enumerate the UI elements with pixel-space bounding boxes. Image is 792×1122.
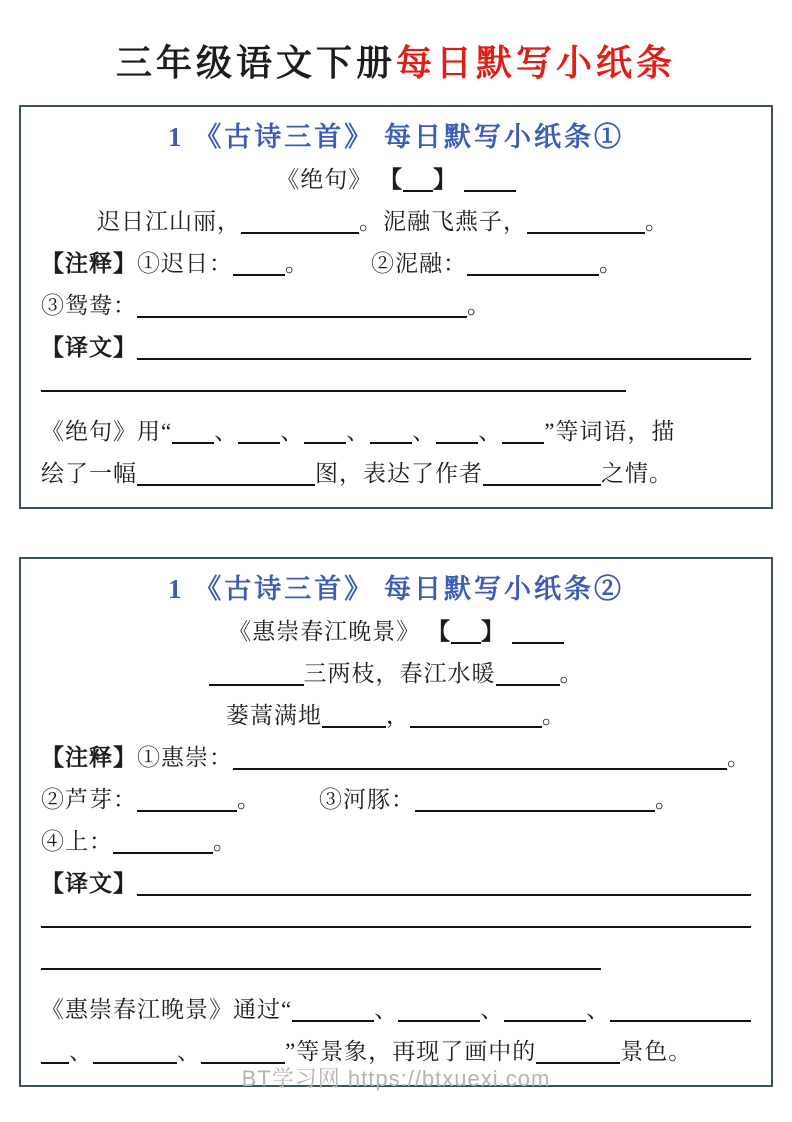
text-segment: ②泥融： <box>371 251 467 277</box>
text-segment: 【译文】 <box>41 871 137 897</box>
fill-in-blank <box>512 626 564 644</box>
text-segment: 。 <box>645 209 669 235</box>
card1-heading: 1 《古诗三首》 每日默写小纸条① <box>168 122 624 153</box>
text-segment: 蒌蒿满地 <box>226 703 322 729</box>
text-segment: 、 <box>346 419 371 445</box>
card2-translation-line-2 <box>41 905 751 947</box>
text-segment <box>457 159 464 201</box>
text-segment: ③鸳鸯： <box>41 293 137 319</box>
card2-notes-line-1 <box>41 737 751 779</box>
card2-poem-line-1 <box>41 653 751 695</box>
text-segment: 【译文】 <box>41 335 137 361</box>
fill-in-blank <box>415 794 655 812</box>
text-segment: 《绝句》用“ <box>41 419 173 445</box>
text-segment: ②芦芽： <box>41 787 137 813</box>
text-segment: 、 <box>412 419 437 445</box>
fill-in-blank <box>241 216 359 234</box>
text-segment: 、 <box>586 997 611 1023</box>
text-segment: 《惠崇春江晚景》 <box>228 619 427 645</box>
fill-in-blank <box>403 174 433 192</box>
page-title <box>0 0 792 85</box>
fill-in-blank <box>451 626 481 644</box>
fill-in-blank <box>41 952 601 970</box>
worksheet-card-2 <box>19 557 773 1087</box>
fill-in-blank <box>137 300 467 318</box>
text-segment: 。 <box>599 251 623 277</box>
text-segment: 、 <box>374 997 399 1023</box>
card1-translation-line-1 <box>41 327 751 369</box>
card2-poem-line-2 <box>41 695 751 737</box>
fill-in-blank <box>172 426 214 444</box>
text-segment: 、 <box>214 419 239 445</box>
text-segment: 】 <box>433 167 457 193</box>
text-segment: 三两枝，春江水暖 <box>303 661 496 687</box>
footer-watermark: BT学习网 https://btxuexi.com <box>241 1066 551 1091</box>
text-segment: 】 <box>481 619 505 645</box>
text-segment: 【 <box>379 167 403 193</box>
text-segment: 。 <box>285 251 309 277</box>
fill-in-blank <box>113 836 213 854</box>
card2-summary-line-1 <box>41 989 751 1031</box>
fill-in-blank <box>292 1004 374 1022</box>
card2-notes-line-3 <box>41 821 751 863</box>
fill-in-blank <box>464 174 516 192</box>
fill-in-blank <box>370 426 412 444</box>
text-segment: ③河豚： <box>319 787 415 813</box>
text-segment: ①迟日： <box>137 251 233 277</box>
text-segment: ④上： <box>41 829 113 855</box>
fill-in-blank <box>496 668 560 686</box>
fill-in-blank <box>322 710 386 728</box>
text-segment: 绘了一幅 <box>41 461 137 487</box>
card2-notes-line-2 <box>41 779 751 821</box>
fill-in-blank <box>467 258 599 276</box>
card1-poem-title-line <box>41 159 751 201</box>
fill-in-blank <box>233 752 727 770</box>
fill-in-blank <box>610 1004 751 1022</box>
card1-poem-line-1 <box>41 201 751 243</box>
text-segment: ①惠崇： <box>137 745 233 771</box>
text-segment: ， <box>386 703 410 729</box>
text-segment: 。 <box>727 745 751 771</box>
fill-in-blank <box>233 258 285 276</box>
text-segment: 迟日江山丽， <box>97 209 241 235</box>
text-segment: 、 <box>478 419 503 445</box>
fill-in-blank <box>527 216 645 234</box>
card1-summary-line-2 <box>41 453 751 495</box>
card1-translation-line-2 <box>41 369 751 411</box>
text-segment: 景色。 <box>620 1039 693 1065</box>
text-segment: 。泥融飞燕子， <box>359 209 527 235</box>
text-segment: 、 <box>280 419 305 445</box>
card2-translation-line-1 <box>41 863 751 905</box>
card1-notes-line-1 <box>41 243 751 285</box>
fill-in-blank <box>209 668 304 686</box>
fill-in-blank <box>238 426 280 444</box>
fill-in-blank <box>137 794 237 812</box>
fill-in-blank <box>483 468 601 486</box>
fill-in-blank <box>137 878 751 896</box>
text-segment: ”等词语，描 <box>544 419 676 445</box>
text-segment: 图，表达了作者 <box>315 461 483 487</box>
text-segment: 、 <box>177 1039 201 1065</box>
fill-in-blank <box>398 1004 480 1022</box>
card1-notes-line-2 <box>41 285 751 327</box>
text-segment: 。 <box>559 661 584 687</box>
text-segment: 《惠崇春江晚景》通过“ <box>41 997 293 1023</box>
text-segment: 。 <box>467 293 491 319</box>
text-segment: 【注释】 <box>41 745 137 771</box>
fill-in-blank <box>137 468 315 486</box>
text-segment: 之情。 <box>601 461 673 487</box>
fill-in-blank <box>304 426 346 444</box>
text-segment: 。 <box>542 703 566 729</box>
text-segment: 、 <box>69 1039 93 1065</box>
fill-in-blank <box>436 426 478 444</box>
text-segment: 【 <box>427 619 451 645</box>
card2-heading: 1 《古诗三首》 每日默写小纸条② <box>168 574 624 605</box>
fill-in-blank <box>504 1004 586 1022</box>
fill-in-blank <box>41 910 751 928</box>
text-segment: 、 <box>480 997 505 1023</box>
fill-in-blank <box>41 374 626 392</box>
text-segment: ”等景象，再现了画中的 <box>285 1039 537 1065</box>
fill-in-blank <box>502 426 544 444</box>
text-segment: 。 <box>213 829 237 855</box>
fill-in-blank <box>410 710 542 728</box>
text-segment: 。 <box>655 787 679 813</box>
page-title-red: 每日默写小纸条 <box>396 43 677 83</box>
text-segment: 。 <box>237 787 261 813</box>
card2-translation-line-3 <box>41 947 751 989</box>
fill-in-blank <box>137 342 751 360</box>
text-segment: 《绝句》 <box>276 167 379 193</box>
worksheet-card-1 <box>19 105 773 509</box>
page-title-black: 三年级语文下册 <box>115 43 396 83</box>
text-segment: 【注释】 <box>41 251 137 277</box>
card2-poem-title-line <box>41 611 751 653</box>
text-segment <box>505 611 512 653</box>
card1-summary-line-1 <box>41 411 751 453</box>
